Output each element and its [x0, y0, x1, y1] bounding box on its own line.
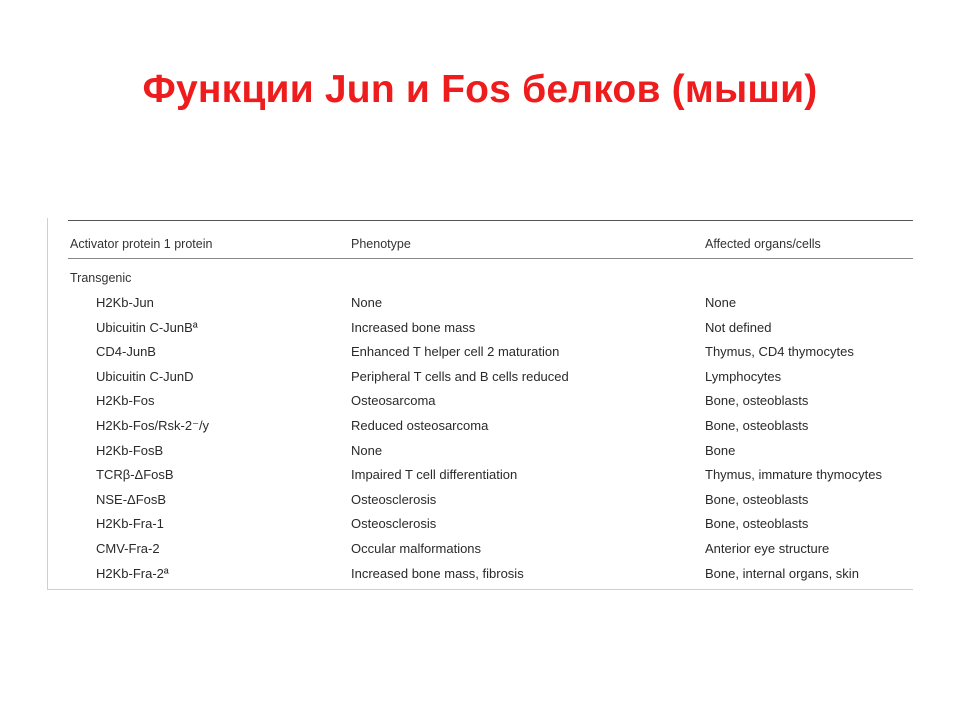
- cell-affected: Bone, internal organs, skin: [705, 565, 859, 581]
- cell-protein: H2Kb-Jun: [96, 295, 154, 310]
- cell-affected: Thymus, immature thymocytes: [705, 467, 882, 483]
- cell-phenotype: Reduced osteosarcoma: [351, 417, 489, 433]
- table-row: [48, 541, 913, 566]
- cell-protein: CMV-Fra-2: [96, 540, 160, 556]
- cell-phenotype: Enhanced T helper cell 2 maturation: [351, 344, 560, 360]
- cell-protein: Ubicuitin C-JunBª: [96, 319, 198, 335]
- cell-affected: Bone: [705, 442, 736, 458]
- cell-affected: Not defined: [705, 319, 772, 335]
- data-table: [47, 218, 913, 590]
- table-row: [48, 566, 913, 591]
- cell-protein: Ubicuitin C-JunD: [96, 368, 194, 384]
- cell-phenotype: Increased bone mass, fibrosis: [351, 565, 524, 581]
- cell-affected: Lymphocytes: [705, 368, 782, 384]
- cell-phenotype: None: [351, 295, 383, 310]
- cell-phenotype: Peripheral T cells and B cells reduced: [351, 368, 569, 384]
- cell-protein: H2Kb-Fra-2ª: [96, 565, 169, 581]
- table-row: [48, 516, 913, 541]
- header-phenotype: Phenotype: [351, 237, 411, 251]
- cell-phenotype: Occular malformations: [351, 540, 482, 556]
- table-row: [48, 418, 913, 443]
- section-label: Transgenic: [70, 271, 132, 285]
- cell-phenotype: Osteosclerosis: [351, 491, 437, 507]
- cell-phenotype: Osteosclerosis: [351, 516, 437, 532]
- header-affected: Affected organs/cells: [705, 237, 821, 251]
- cell-protein: NSE-ΔFosB: [96, 491, 167, 507]
- table-row: [48, 443, 913, 468]
- cell-affected: Bone, osteoblasts: [705, 417, 809, 433]
- cell-affected: Bone, osteoblasts: [705, 393, 809, 409]
- cell-affected: Thymus, CD4 thymocytes: [705, 344, 854, 360]
- cell-affected: Anterior eye structure: [705, 540, 830, 556]
- cell-protein: CD4-JunB: [96, 344, 156, 360]
- table-row: [48, 467, 913, 492]
- table-row: [48, 344, 913, 369]
- cell-affected: Bone, osteoblasts: [705, 491, 809, 507]
- cell-protein: TCRβ-ΔFosB: [96, 467, 174, 483]
- table-body: [48, 295, 913, 590]
- table-header-rule: [68, 258, 913, 259]
- cell-protein: H2Kb-FosB: [96, 442, 164, 458]
- table-row: [48, 393, 913, 418]
- slide-title: Функции Jun и Fos белков (мыши): [142, 68, 818, 111]
- cell-protein: H2Kb-Fos: [96, 393, 155, 409]
- cell-phenotype: Impaired T cell differentiation: [351, 467, 518, 483]
- cell-phenotype: Increased bone mass: [351, 319, 476, 335]
- header-protein: Activator protein 1 protein: [70, 237, 213, 251]
- cell-affected: None: [705, 295, 737, 310]
- cell-protein: H2Kb-Fra-1: [96, 516, 164, 532]
- cell-affected: Bone, osteoblasts: [705, 516, 809, 532]
- table-row: [48, 369, 913, 394]
- cell-phenotype: None: [351, 442, 383, 458]
- table-row: [48, 295, 913, 320]
- table-top-rule: [68, 220, 913, 221]
- cell-phenotype: Osteosarcoma: [351, 393, 436, 409]
- table-row: [48, 492, 913, 517]
- table-row: [48, 320, 913, 345]
- cell-protein: H2Kb-Fos/Rsk-2⁻/y: [96, 417, 210, 433]
